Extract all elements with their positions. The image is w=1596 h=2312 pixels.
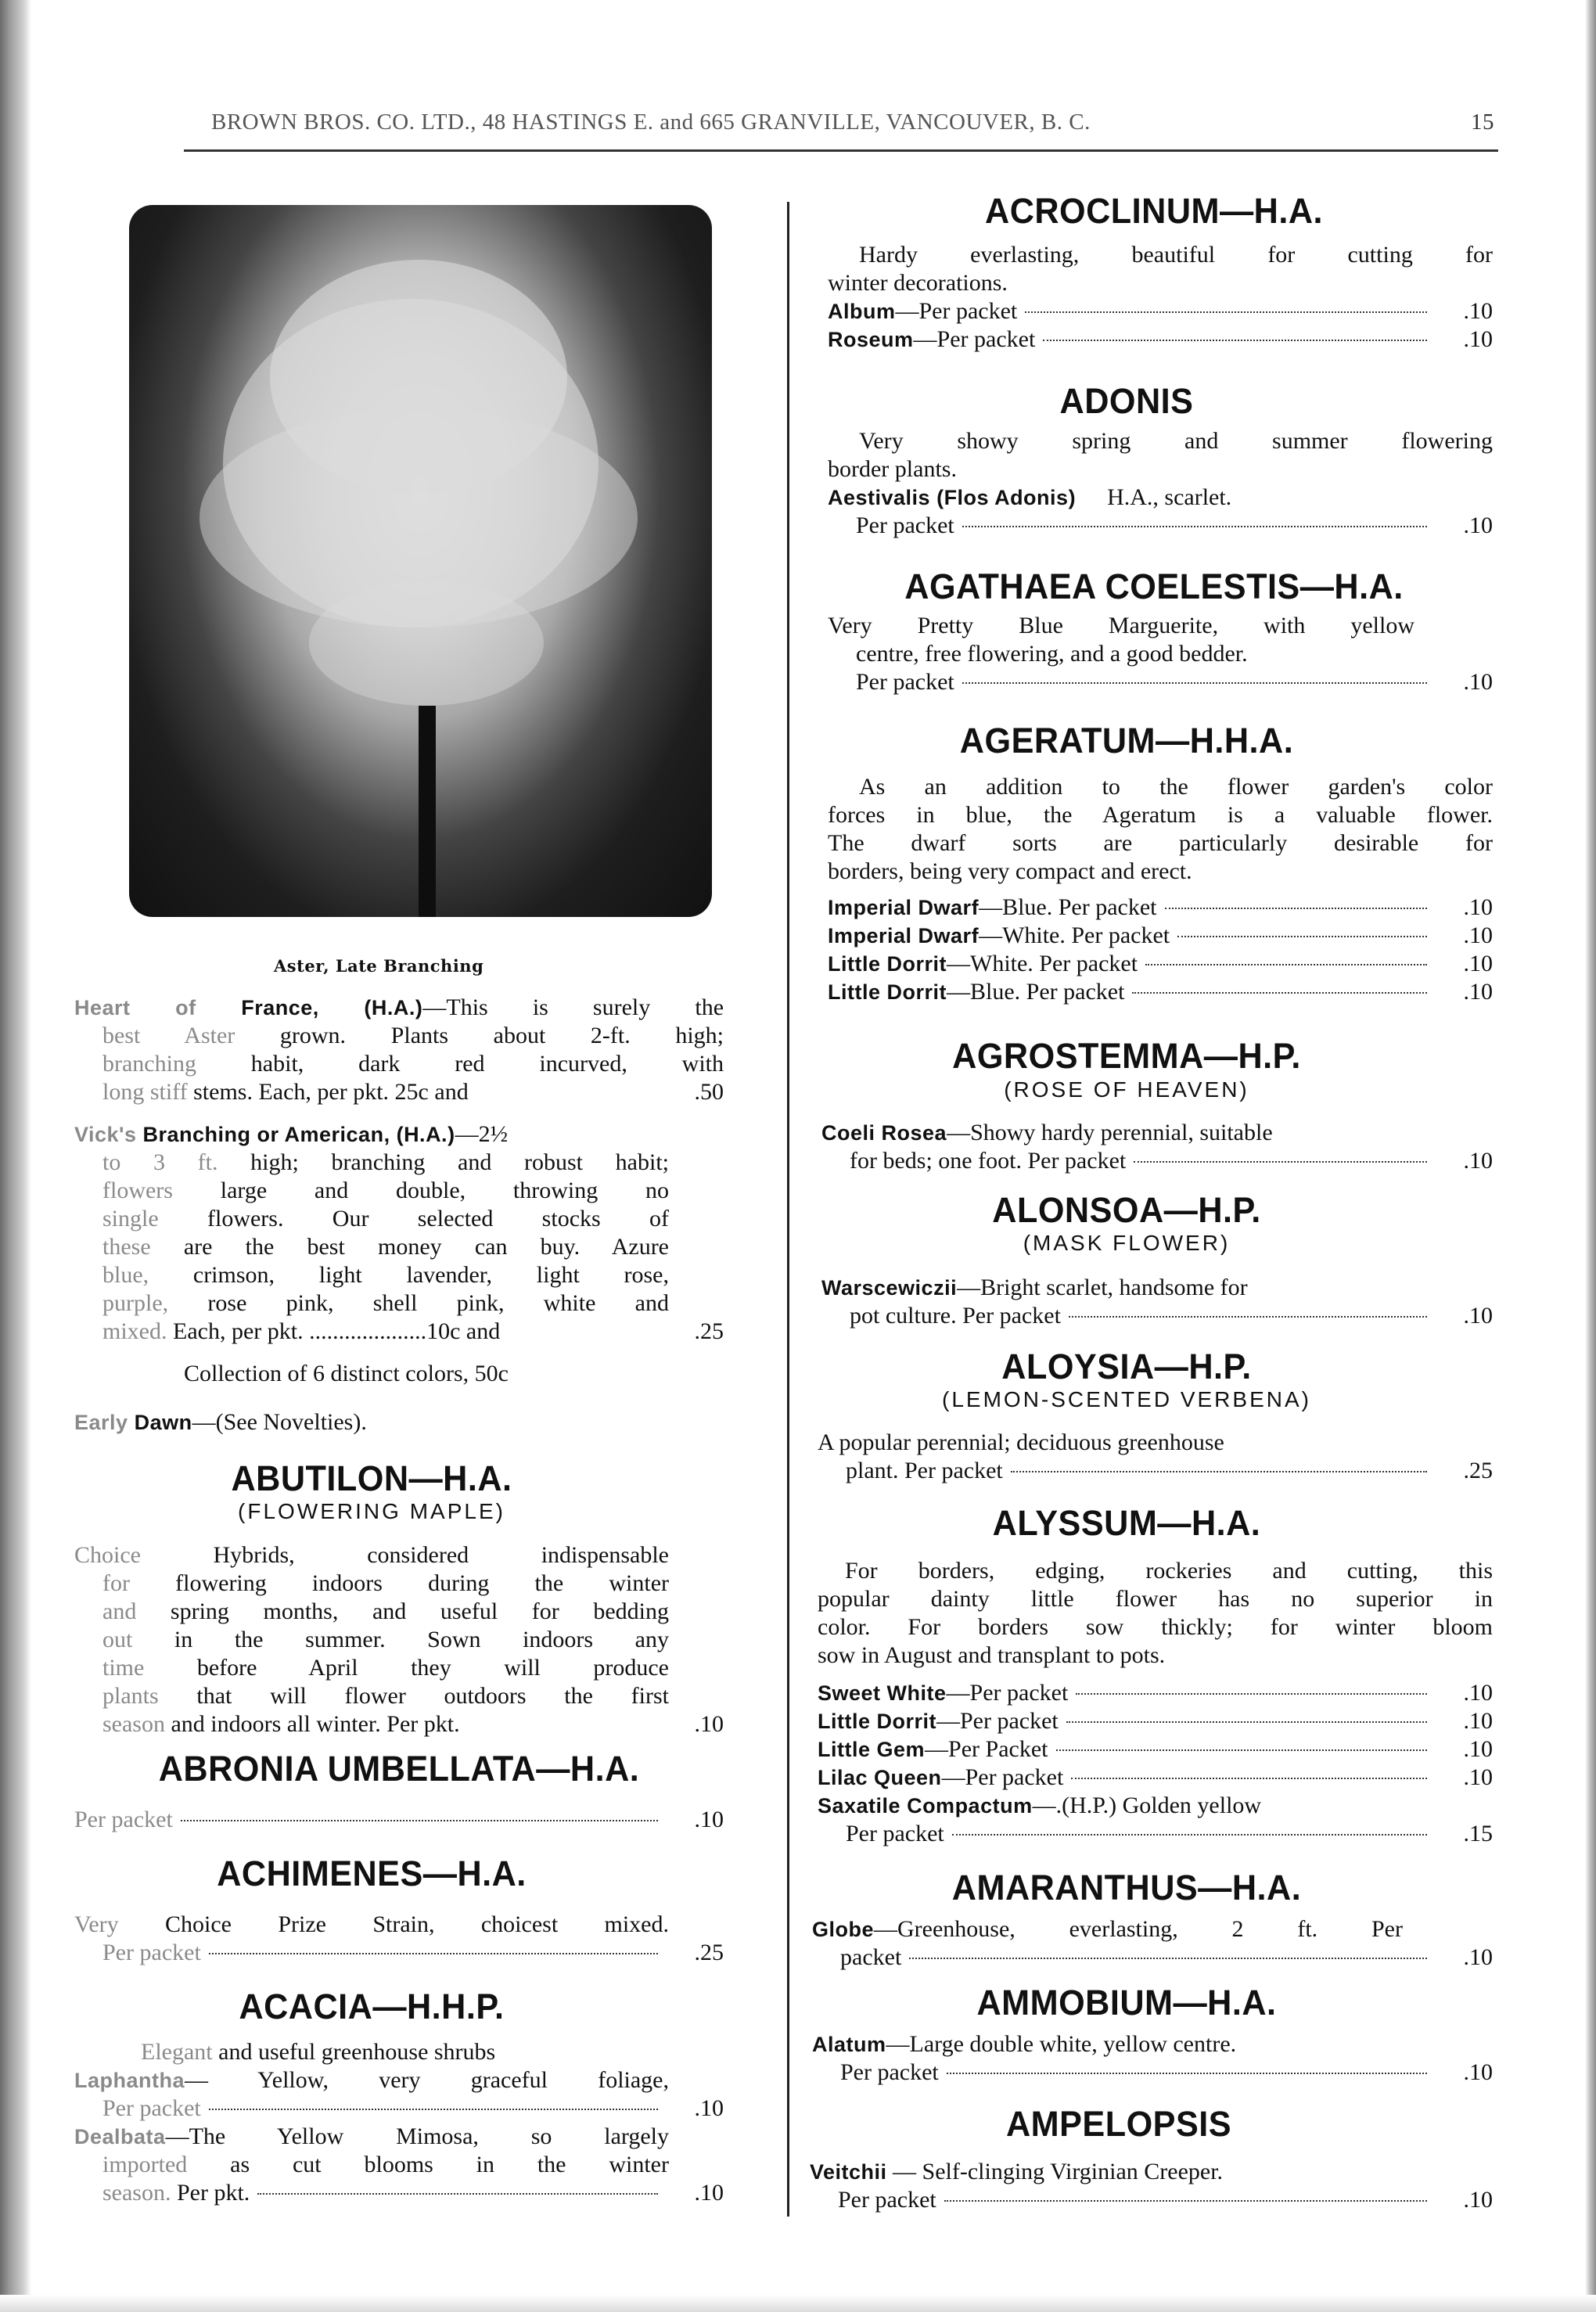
dots-element bbox=[1043, 340, 1427, 341]
dots-element bbox=[1177, 936, 1427, 937]
txt-element bbox=[74, 1806, 173, 1834]
bold-sans-element: Veitchii bbox=[810, 2160, 887, 2184]
text-line bbox=[74, 1626, 669, 1654]
text-line bbox=[821, 1274, 1493, 1302]
text-line: sow in August and transplant to pots. bbox=[818, 1642, 1166, 1668]
price-row bbox=[828, 512, 1493, 540]
scan-right-edge bbox=[1585, 0, 1596, 2312]
bold-sans-element: Little Gem bbox=[818, 1738, 926, 1761]
bold-sans-element: Globe bbox=[812, 1918, 875, 1941]
bold-sans-element: Roseum bbox=[828, 328, 914, 351]
price-row bbox=[818, 1735, 1493, 1764]
faded-element: blue, bbox=[102, 1262, 149, 1288]
price: .10 bbox=[1463, 894, 1493, 920]
faded-element: mixed. bbox=[102, 1318, 167, 1344]
scan-bottom-edge bbox=[0, 2295, 1596, 2312]
price: .10 bbox=[1463, 1764, 1493, 1790]
text-element: —The Yellow Mimosa, so largely bbox=[165, 2123, 669, 2149]
text-element: —Per packet bbox=[913, 326, 1036, 352]
bold-sans-element: Album bbox=[828, 300, 896, 323]
price: .10 bbox=[694, 1711, 724, 1737]
txt-element bbox=[818, 1707, 1059, 1735]
text-element: rose pink, shell pink, white and bbox=[168, 1290, 669, 1316]
txt-element bbox=[828, 325, 1035, 354]
text-line bbox=[828, 484, 1493, 512]
txt-element: packet bbox=[840, 1944, 902, 1970]
txt-element bbox=[102, 2179, 250, 2207]
txt-element: for beds; one foot. Per packet bbox=[850, 1148, 1127, 1174]
section-heading-agathaea: AGATHAEA COELESTIS—H.A. bbox=[904, 566, 1404, 606]
bold-sans-element: Little Dorrit bbox=[828, 952, 947, 976]
faded-element: Very bbox=[74, 1911, 119, 1937]
text-line bbox=[74, 1289, 669, 1318]
text-line: forces in blue, the Ageratum is a valuable flower. bbox=[828, 802, 1493, 828]
txt-element bbox=[828, 894, 1157, 922]
text-line: centre, free flowering, and a good bedder. bbox=[856, 641, 1248, 667]
txt-element: Per packet bbox=[846, 1821, 944, 1846]
text-line: popular dainty little flower has no superior in bbox=[818, 1586, 1493, 1612]
price-row bbox=[812, 1943, 1493, 1972]
bold-sans-element: Imperial Dwarf bbox=[828, 896, 980, 919]
text-line bbox=[74, 2066, 669, 2094]
faded-element: out bbox=[102, 1627, 133, 1652]
text-element: stems. Each, per pkt. 25c and bbox=[187, 1079, 469, 1105]
section-heading-ageratum: AGERATUM—H.H.A. bbox=[959, 721, 1294, 760]
text-element: —Greenhouse, everlasting, 2 ft. Per bbox=[874, 1916, 1403, 1942]
faded-element: plants bbox=[102, 1683, 159, 1709]
section-heading-agrostemma: AGROSTEMMA—H.P. bbox=[952, 1036, 1301, 1076]
price: .10 bbox=[1463, 951, 1493, 976]
text-element: —Per Packet bbox=[925, 1736, 1048, 1762]
dots-element bbox=[909, 1958, 1427, 1959]
faded-element: Heart of bbox=[74, 996, 196, 1019]
dots-element bbox=[962, 682, 1427, 684]
price: .10 bbox=[1463, 2187, 1493, 2213]
txt-element bbox=[102, 1078, 469, 1106]
dots-element bbox=[257, 2193, 658, 2195]
price-row bbox=[828, 668, 1493, 696]
text-element: Per pkt. bbox=[171, 2180, 250, 2206]
txt-element bbox=[828, 297, 1017, 325]
price-row bbox=[828, 297, 1493, 325]
dots-element bbox=[947, 2073, 1427, 2074]
dots-element bbox=[944, 2200, 1427, 2202]
dots-element bbox=[476, 1092, 658, 1094]
text-line: A popular perennial; deciduous greenhouse bbox=[818, 1429, 1224, 1455]
faded-element: long stiff bbox=[102, 1079, 188, 1105]
text-element: —Showy hardy perennial, suitable bbox=[947, 1120, 1273, 1145]
bold-sans-element: France, (H.A.) bbox=[196, 996, 423, 1019]
dots-element bbox=[468, 1724, 658, 1726]
text-line bbox=[812, 1915, 1403, 1943]
dots-element bbox=[181, 1820, 658, 1821]
collection-note bbox=[184, 1360, 509, 1388]
txt-element: Per packet bbox=[856, 669, 954, 695]
ammobium-items bbox=[812, 2030, 1493, 2087]
section-heading-abronia: ABRONIA UMBELLATA—H.A. bbox=[158, 1749, 640, 1789]
text-element: as cut blooms in the winter bbox=[187, 2152, 669, 2177]
text-line bbox=[74, 1541, 669, 1569]
dots-element bbox=[1066, 1721, 1427, 1723]
price: .10 bbox=[1463, 922, 1493, 948]
dots-element bbox=[952, 1834, 1427, 1836]
bold-sans-element: Dawn bbox=[128, 1411, 192, 1434]
price-row bbox=[74, 1939, 724, 1967]
text-element: Each, per pkt. ....................10c and bbox=[167, 1318, 501, 1344]
text-element: Choice Prize Strain, choicest mixed. bbox=[118, 1911, 669, 1937]
text-line: border plants. bbox=[828, 456, 957, 482]
faded-element: best Aster bbox=[102, 1023, 235, 1048]
text-element: — Self-clinging Virginian Creeper. bbox=[886, 2159, 1224, 2184]
text-line: For borders, edging, rockeries and cutting, this bbox=[845, 1558, 1493, 1584]
dots-element bbox=[1076, 1693, 1427, 1695]
price: .10 bbox=[1463, 1736, 1493, 1762]
price-row bbox=[74, 1078, 724, 1106]
text-line bbox=[74, 1205, 669, 1233]
text-element: —Blue. Per packet bbox=[947, 979, 1125, 1005]
faded-element: and bbox=[102, 1598, 137, 1624]
price-row bbox=[821, 1302, 1493, 1330]
price-row bbox=[828, 950, 1493, 978]
section-heading-aloysia: ALOYSIA—H.P. bbox=[1001, 1347, 1252, 1386]
dots-element bbox=[1145, 964, 1427, 965]
text-line: Very Pretty Blue Marguerite, with yellow bbox=[828, 613, 1414, 638]
section-heading-ampelopsis: AMPELOPSIS bbox=[1005, 2104, 1232, 2144]
amaranthus-items bbox=[812, 1915, 1493, 1972]
bold-sans-element: Branching or American, (H.A.) bbox=[136, 1123, 455, 1146]
text-element: —Bright scarlet, handsome for bbox=[957, 1275, 1248, 1300]
early-dawn-note bbox=[74, 1408, 367, 1436]
text-element: —Per packet bbox=[941, 1764, 1064, 1790]
dots-element bbox=[1069, 1316, 1427, 1318]
text-element: are the best money can buy. Azure bbox=[150, 1234, 669, 1260]
txt-element bbox=[102, 1710, 460, 1738]
text-element: flowers. Our selected stocks of bbox=[158, 1206, 669, 1232]
header-rule bbox=[184, 149, 1498, 152]
price-row bbox=[828, 894, 1493, 922]
text-element: —2½ bbox=[455, 1121, 509, 1147]
price: .10 bbox=[1463, 1148, 1493, 1174]
text-line bbox=[74, 2151, 669, 2179]
txt-element bbox=[828, 950, 1138, 978]
faded-element: Per bbox=[102, 1940, 134, 1965]
price: .10 bbox=[1463, 1708, 1493, 1734]
text-line bbox=[74, 1569, 669, 1598]
price: .10 bbox=[1463, 298, 1493, 324]
agrostemma-items bbox=[821, 1119, 1493, 1175]
txt-element bbox=[818, 1735, 1048, 1764]
dots-element bbox=[508, 1332, 658, 1333]
text-line bbox=[74, 1911, 669, 1939]
price-row bbox=[818, 1820, 1493, 1848]
faded-element: Dealbata bbox=[74, 2125, 166, 2148]
section-heading-achimenes: ACHIMENES—H.A. bbox=[217, 1854, 527, 1893]
text-element: habit, dark red incurved, with bbox=[196, 1051, 724, 1077]
text-element bbox=[828, 886, 1493, 894]
price: .10 bbox=[694, 2095, 724, 2121]
txt-element bbox=[828, 978, 1124, 1006]
txt-element: Per packet bbox=[838, 2187, 936, 2213]
section-heading-acroclinum: ACROCLINUM—H.A. bbox=[985, 191, 1323, 231]
price-row bbox=[74, 1318, 724, 1346]
bold-sans-element: Lilac Queen bbox=[818, 1766, 942, 1789]
faded-element: these bbox=[102, 1234, 151, 1260]
text-element: and indoors all winter. Per pkt. bbox=[164, 1711, 460, 1737]
text-line bbox=[810, 2158, 1493, 2186]
price: .10 bbox=[1463, 326, 1493, 352]
price: .10 bbox=[1463, 1303, 1493, 1329]
acroclinum-items bbox=[828, 241, 1493, 354]
text-element: before April they will produce bbox=[144, 1655, 669, 1681]
price-row bbox=[828, 978, 1493, 1006]
dots-element bbox=[209, 2109, 658, 2110]
price-row bbox=[74, 1710, 724, 1738]
text-line bbox=[74, 2123, 669, 2151]
text-element: Collection of 6 distinct colors, 50c bbox=[184, 1361, 509, 1386]
text-element: —Per packet bbox=[936, 1708, 1059, 1734]
price-row bbox=[828, 922, 1493, 950]
aster-heart-of-france bbox=[74, 994, 724, 1106]
aster-flower-photo-icon bbox=[129, 205, 712, 917]
price: .25 bbox=[694, 1940, 724, 1965]
text-line: color. For borders sow thickly; for winter bloom bbox=[818, 1614, 1493, 1640]
text-line bbox=[821, 1119, 1493, 1147]
dots-element bbox=[1011, 1471, 1427, 1472]
faded-element: season. bbox=[102, 2180, 171, 2206]
aloysia-items bbox=[818, 1429, 1493, 1485]
text-element: —.(H.P.) Golden yellow bbox=[1032, 1792, 1262, 1818]
dots-element bbox=[1056, 1749, 1428, 1751]
text-line bbox=[74, 1233, 669, 1261]
price: .15 bbox=[1463, 1821, 1493, 1846]
price-row bbox=[828, 325, 1493, 354]
text-element: —Blue. Per packet bbox=[979, 894, 1157, 920]
dots-element bbox=[1165, 908, 1428, 909]
text-line bbox=[818, 1792, 1493, 1820]
text-line bbox=[74, 994, 724, 1022]
section-subheading-abutilon: (FLOWERING MAPLE) bbox=[238, 1499, 505, 1523]
price: .10 bbox=[1463, 669, 1493, 695]
text-element: —White. Per packet bbox=[947, 951, 1138, 976]
alyssum-items bbox=[818, 1557, 1493, 1848]
faded-element: branching bbox=[102, 1051, 196, 1077]
text-line bbox=[74, 2038, 724, 2066]
txt-element bbox=[102, 1318, 500, 1346]
faded-element: packet bbox=[134, 1940, 201, 1965]
faded-element: Vick's bbox=[74, 1123, 137, 1146]
bold-sans-element: Aestivalis (Flos Adonis) bbox=[828, 486, 1077, 509]
text-line bbox=[74, 1682, 669, 1710]
text-line bbox=[74, 1654, 669, 1682]
text-element: —White. Per packet bbox=[979, 922, 1170, 948]
price-row bbox=[74, 2179, 724, 2207]
section-heading-amaranthus: AMARANTHUS—H.A. bbox=[951, 1868, 1302, 1907]
petal-element bbox=[309, 581, 544, 706]
text-element: in the summer. Sown indoors any bbox=[132, 1627, 669, 1652]
text-element: grown. Plants about 2-ft. high; bbox=[235, 1023, 724, 1048]
text-element: that will flower outdoors the first bbox=[158, 1683, 669, 1709]
txt-element bbox=[828, 922, 1170, 950]
text-element: flowering indoors during the winter bbox=[129, 1570, 669, 1596]
text-element: —(See Novelties). bbox=[192, 1409, 367, 1435]
text-element: —Large double white, yellow centre. bbox=[886, 2031, 1237, 2057]
price-row bbox=[818, 1679, 1493, 1707]
faded-element: flowers bbox=[102, 1178, 173, 1203]
bold-sans-element: Warscewiczii bbox=[821, 1276, 958, 1300]
flower-stem bbox=[419, 706, 436, 917]
bold-sans-element: Coeli Rosea bbox=[821, 1121, 947, 1145]
text-line bbox=[74, 1050, 724, 1078]
section-heading-adonis: ADONIS bbox=[1059, 381, 1194, 421]
price-row bbox=[810, 2186, 1493, 2214]
faded-element: Elegant bbox=[141, 2039, 213, 2065]
faded-element: for bbox=[102, 1570, 130, 1596]
price: .10 bbox=[1463, 1680, 1493, 1706]
section-heading-alyssum: ALYSSUM—H.A. bbox=[992, 1503, 1261, 1543]
text-line bbox=[74, 1261, 669, 1289]
text-element: — Yellow, very graceful foliage, bbox=[185, 2067, 669, 2093]
acacia-items bbox=[74, 2038, 724, 2207]
txt-element: pot culture. Per packet bbox=[850, 1303, 1061, 1329]
bold-sans-element: Saxatile Compactum bbox=[818, 1794, 1033, 1818]
bold-sans-element: Little Dorrit bbox=[828, 980, 947, 1004]
faded-element: Laphantha bbox=[74, 2069, 185, 2092]
faded-element: to 3 ft. bbox=[102, 1149, 218, 1175]
txt-element bbox=[818, 1679, 1068, 1707]
price-row bbox=[818, 1457, 1493, 1485]
bold-sans-element: Little Dorrit bbox=[818, 1710, 936, 1733]
section-subheading-agrostemma: (ROSE OF HEAVEN) bbox=[1004, 1077, 1249, 1102]
text-element bbox=[818, 1670, 1493, 1679]
txt-element bbox=[102, 2094, 201, 2123]
text-element: spring months, and useful for bedding bbox=[136, 1598, 669, 1624]
running-header bbox=[211, 110, 1502, 141]
dots-element bbox=[962, 526, 1427, 527]
text-element: —Per packet bbox=[895, 298, 1018, 324]
faded-element: Per packet bbox=[102, 2095, 201, 2121]
price-row bbox=[74, 2094, 724, 2123]
section-heading-abutilon: ABUTILON—H.A. bbox=[231, 1458, 512, 1498]
price: .25 bbox=[694, 1318, 724, 1344]
text-element: —Per packet bbox=[946, 1680, 1069, 1706]
txt-element: Per packet bbox=[840, 2059, 939, 2085]
txt-element bbox=[818, 1764, 1063, 1792]
faded-element: time bbox=[102, 1655, 145, 1681]
bold-sans-element: Alatum bbox=[812, 2033, 886, 2056]
price-row bbox=[821, 1147, 1493, 1175]
text-line: As an addition to the flower garden's color bbox=[859, 774, 1493, 800]
faded-element: packet bbox=[106, 1807, 173, 1832]
faded-element: season bbox=[102, 1711, 165, 1737]
price-row bbox=[74, 1806, 724, 1834]
faded-element: single bbox=[102, 1206, 159, 1232]
text-line: Hardy everlasting, beautiful for cutting for bbox=[859, 242, 1493, 268]
faded-element: Early bbox=[74, 1411, 128, 1434]
ampelopsis-items bbox=[810, 2158, 1493, 2214]
section-subheading-alonsoa: (MASK FLOWER) bbox=[1023, 1231, 1231, 1255]
column-divider bbox=[787, 202, 789, 2217]
price: .25 bbox=[1463, 1458, 1493, 1483]
abronia-items bbox=[74, 1806, 724, 1834]
text-line bbox=[74, 1022, 724, 1050]
photo-caption: Aster, Late Branching bbox=[274, 956, 484, 976]
bold-sans-element: Imperial Dwarf bbox=[828, 924, 980, 947]
dots-element bbox=[1071, 1778, 1427, 1779]
section-heading-alonsoa: ALONSOA—H.P. bbox=[992, 1190, 1261, 1230]
price: .10 bbox=[1463, 1944, 1493, 1970]
text-line bbox=[74, 1177, 669, 1205]
price-row bbox=[818, 1764, 1493, 1792]
text-line: Very showy spring and summer flowering bbox=[859, 428, 1493, 454]
price-row bbox=[818, 1707, 1493, 1735]
adonis-items bbox=[828, 427, 1493, 540]
text-line: The dwarf sorts are particularly desirable for bbox=[828, 830, 1493, 856]
text-element: —This is surely the bbox=[422, 994, 724, 1020]
text-line bbox=[812, 2030, 1493, 2059]
text-element: Hybrids, considered indispensable bbox=[140, 1542, 669, 1568]
price: .10 bbox=[694, 1807, 724, 1832]
achimenes-items bbox=[74, 1911, 724, 1967]
abutilon-description bbox=[74, 1541, 724, 1738]
page-number: 15 bbox=[1471, 110, 1494, 135]
company-address: BROWN BROS. CO. LTD., 48 HASTINGS E. and 665 GRANVILLE, VANCOUVER, B. C. bbox=[211, 110, 1091, 135]
dots-element bbox=[1025, 311, 1427, 313]
section-subheading-aloysia: (LEMON-SCENTED VERBENA) bbox=[942, 1387, 1311, 1411]
text-element: H.A., scarlet. bbox=[1107, 484, 1232, 510]
aster-vicks-branching bbox=[74, 1120, 724, 1346]
agathaea-items bbox=[828, 612, 1493, 696]
txt-element: Per packet bbox=[856, 512, 954, 538]
section-heading-acacia: ACACIA—H.H.P. bbox=[239, 1987, 505, 2026]
ageratum-items bbox=[828, 773, 1493, 1006]
bold-sans-element: Sweet White bbox=[818, 1681, 947, 1705]
text-line bbox=[74, 1120, 669, 1149]
text-element: large and double, throwing no bbox=[172, 1178, 669, 1203]
section-heading-ammobium: AMMOBIUM—H.A. bbox=[976, 1983, 1277, 2023]
dots-element bbox=[209, 1953, 658, 1954]
price: .10 bbox=[694, 2180, 724, 2206]
price: .10 bbox=[1463, 2059, 1493, 2085]
txt-element bbox=[102, 1939, 201, 1967]
scan-left-edge bbox=[0, 0, 31, 2312]
faded-element: Choice bbox=[74, 1542, 141, 1568]
txt-element: plant. Per packet bbox=[846, 1458, 1003, 1483]
text-element: high; branching and robust habit; bbox=[217, 1149, 669, 1175]
text-element: crimson, light lavender, light rose, bbox=[149, 1262, 669, 1288]
price: .10 bbox=[1463, 979, 1493, 1005]
faded-element: purple, bbox=[102, 1290, 169, 1316]
text-element: and useful greenhouse shrubs bbox=[212, 2039, 496, 2065]
text-line bbox=[74, 1598, 669, 1626]
price: .50 bbox=[694, 1079, 724, 1105]
price: .10 bbox=[1463, 512, 1493, 538]
faded-element: Per bbox=[74, 1807, 106, 1832]
dots-element bbox=[1134, 1161, 1427, 1163]
text-line bbox=[74, 1149, 669, 1177]
faded-element: imported bbox=[102, 2152, 188, 2177]
alonsoa-items bbox=[821, 1274, 1493, 1330]
text-line: winter decorations. bbox=[828, 270, 1008, 296]
dots-element bbox=[1132, 992, 1427, 994]
text-line: borders, being very compact and erect. bbox=[828, 858, 1192, 884]
price-row bbox=[812, 2059, 1493, 2087]
